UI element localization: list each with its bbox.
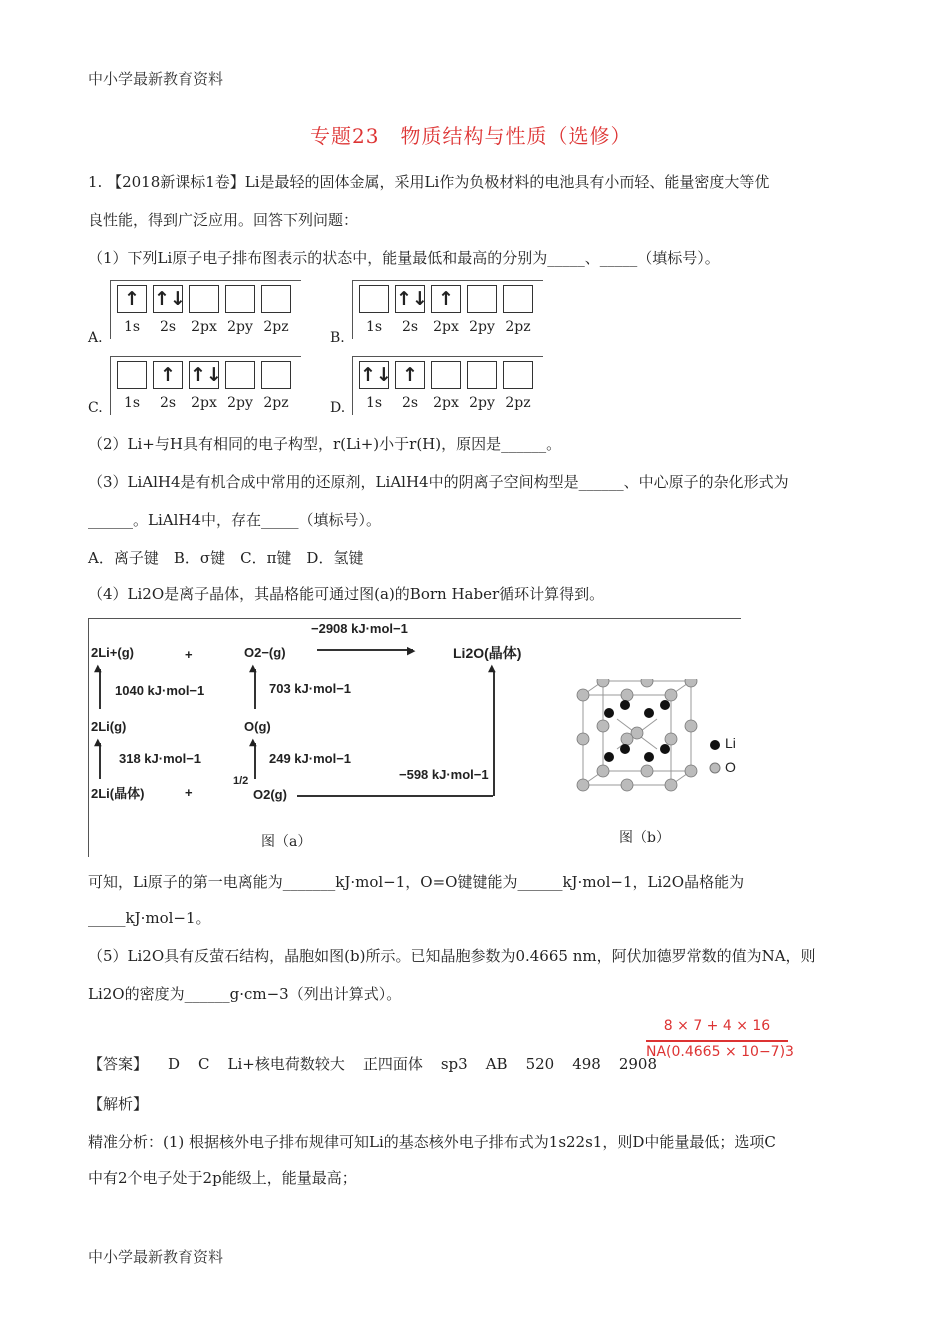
analysis-line2: 中有2个电子处于2p能级上，能量最高； [88,1169,357,1187]
answer-item: Li+核电荷数较大 [227,1055,345,1073]
orbital-box [467,285,497,313]
orbital-label: 2px [433,319,459,335]
arrow-li-sublimation [99,743,101,779]
arrow-li-ionization [99,669,101,709]
option-letter: A. [88,330,103,346]
question-intro-line2: 良性能，得到广泛应用。回答下列问题： [88,211,359,229]
orbital-box [261,361,291,389]
answer-item: sp3 [440,1055,468,1073]
orbital-label: 2s [159,395,177,411]
analysis-line1: 精准分析：(1) 根据核外电子排布规律可知Li的基态核外电子排布式为1s22s1，则D中能量最低；选项C [88,1133,776,1151]
question-part3-line2: ______。LiAlH4中，存在_____（填标号）。 [88,511,382,529]
answer-item: 498 [572,1055,601,1073]
orbital-label: 2py [469,395,495,411]
orbital-box [467,361,497,389]
question-part4: （4）Li2O是离子晶体，其晶格能可通过图(a)的Born Haber循环计算得到。 [88,585,605,603]
label-half: 1/2 [233,775,249,787]
orbital-label: 2py [227,395,253,411]
orbital-box [503,285,533,313]
question-part4-blanks-line2: _____kJ·mol−1。 [88,909,211,927]
page-title: 专题23 物质结构与性质（选修） [310,124,632,148]
caption-figure-b: 图（b） [619,830,670,846]
label-li-gas: 2Li(g) [91,719,127,734]
label-e1040: 1040 kJ·mol−1 [115,683,205,698]
orbital-box: ↑ [153,361,183,389]
arrowhead-up-icon: ▲ [94,737,102,748]
question-part1: （1）下列Li原子电子排布图表示的状态中，能量最低和最高的分别为_____、_____（填标号）。 [88,249,720,267]
arrowhead-up-icon: ▲ [249,737,257,748]
orbital-box [189,285,219,313]
orbital-label: 2px [191,319,217,335]
label-li-crystal: 2Li(晶体) [91,786,145,801]
orbital-label: 1s [365,395,383,411]
legend-o-dot [709,762,721,774]
label-li2o-crystal: Li2O(晶体) [453,645,522,661]
orbital-label: 2py [469,319,495,335]
label-e318: 318 kJ·mol−1 [119,751,202,766]
label-o2-gas: O2(g) [253,787,287,802]
formula-fraction-bar [646,1040,788,1042]
orbital-box [431,361,461,389]
arrow-o-affinity [254,669,256,709]
crystal-structure-image [567,679,717,795]
orbital-box: ↑ [117,285,147,313]
legend-li-label: Li [725,735,736,751]
answer-item: D [168,1055,181,1073]
answer-item: 520 [525,1055,555,1073]
label-lattice-energy: −2908 kJ·mol−1 [311,621,408,636]
figure-born-haber [88,618,741,857]
answer-item: AB [485,1055,508,1073]
question-part5-line1: （5）Li2O具有反萤石结构，晶胞如图(b)所示。已知晶胞参数为0.4665 nm，阿伏加德罗常数的值为NA，则 [88,947,816,965]
orbital-diagram [110,280,301,339]
orbital-label: 2s [401,319,419,335]
label-plus2: + [185,785,193,800]
orbital-label: 2pz [505,319,531,335]
legend-o-label: O [725,759,736,775]
label-e703: 703 kJ·mol−1 [269,681,352,696]
orbital-box [225,285,255,313]
orbital-box [359,285,389,313]
label-li-plus: 2Li+(g) [91,645,134,660]
answer-item: 正四面体 [362,1055,423,1073]
orbital-diagram [110,356,301,415]
orbital-label: 1s [365,319,383,335]
orbital-label: 2py [227,319,253,335]
orbital-box [503,361,533,389]
orbital-box: ↑ [395,361,425,389]
page-header: 中小学最新教育资料 [88,70,224,88]
arrowhead-up-icon: ▲ [488,663,496,674]
option-letter: B. [330,330,345,346]
question-part3-line1: （3）LiAlH4是有机合成中常用的还原剂，LiAlH4中的阴离子空间构型是______、中心原子的杂化形式为 [88,473,789,491]
arrow-formation-v [493,671,495,796]
arrow-lattice [317,649,413,651]
label-e249: 249 kJ·mol−1 [269,751,352,766]
orbital-box: ↑ [431,285,461,313]
legend-li-dot [709,739,721,751]
orbital-label: 1s [123,319,141,335]
orbital-label: 2s [401,395,419,411]
question-part5-line2: Li2O的密度为______g·cm−3（列出计算式）。 [88,985,402,1003]
caption-figure-a: 图（a） [261,834,312,850]
orbital-diagram [352,356,543,415]
arrowhead-up-icon: ▲ [249,663,257,674]
orbital-label: 2s [159,319,177,335]
orbital-label: 2pz [263,319,289,335]
orbital-box: ↑↓ [395,285,425,313]
orbital-label: 2pz [505,395,531,411]
orbital-box [261,285,291,313]
analysis-label: 【解析】 [88,1095,149,1113]
arrow-o-dissociation [254,743,256,779]
question-part4-blanks-line1: 可知，Li原子的第一电离能为_______kJ·mol−1，O=O键键能为______kJ·mol−1，Li2O晶格能为 [88,873,745,891]
answer-label: 【答案】 [88,1055,149,1073]
arrowhead-right-icon: ▶ [407,644,416,657]
page-footer: 中小学最新教育资料 [88,1248,224,1266]
formula-denominator: NA(0.4665 × 10−7)3 [646,1044,794,1060]
orbital-box: ↑↓ [153,285,183,313]
orbital-box [225,361,255,389]
question-intro-line1: 1. 【2018新课标1卷】Li是最轻的固体金属，采用Li作为负极材料的电池具有小而轻、能量密度大等优 [88,173,770,191]
orbital-label: 2px [433,395,459,411]
label-o-gas: O(g) [244,719,271,734]
arrow-formation-h [297,795,493,797]
orbital-label: 2px [191,395,217,411]
question-part3-options: A．离子键 B．σ键 C．π键 D．氢键 [88,549,364,567]
orbital-diagram [352,280,543,339]
label-plus1: + [185,647,193,662]
arrowhead-up-icon: ▲ [94,663,102,674]
label-e598: −598 kJ·mol−1 [399,767,489,782]
option-letter: D. [330,400,346,416]
label-o2-minus: O2−(g) [244,645,286,660]
question-part2: （2）Li+与H具有相同的电子构型，r(Li+)小于r(H)，原因是______。 [88,435,562,453]
formula-numerator: 8 × 7 + 4 × 16 [663,1018,771,1034]
orbital-box: ↑↓ [189,361,219,389]
answer-item: C [198,1055,210,1073]
orbital-box [117,361,147,389]
orbital-box: ↑↓ [359,361,389,389]
orbital-label: 1s [123,395,141,411]
option-letter: C. [88,400,103,416]
orbital-label: 2pz [263,395,289,411]
answer-items [168,1054,675,1074]
answer-item: 2908 [618,1055,658,1073]
